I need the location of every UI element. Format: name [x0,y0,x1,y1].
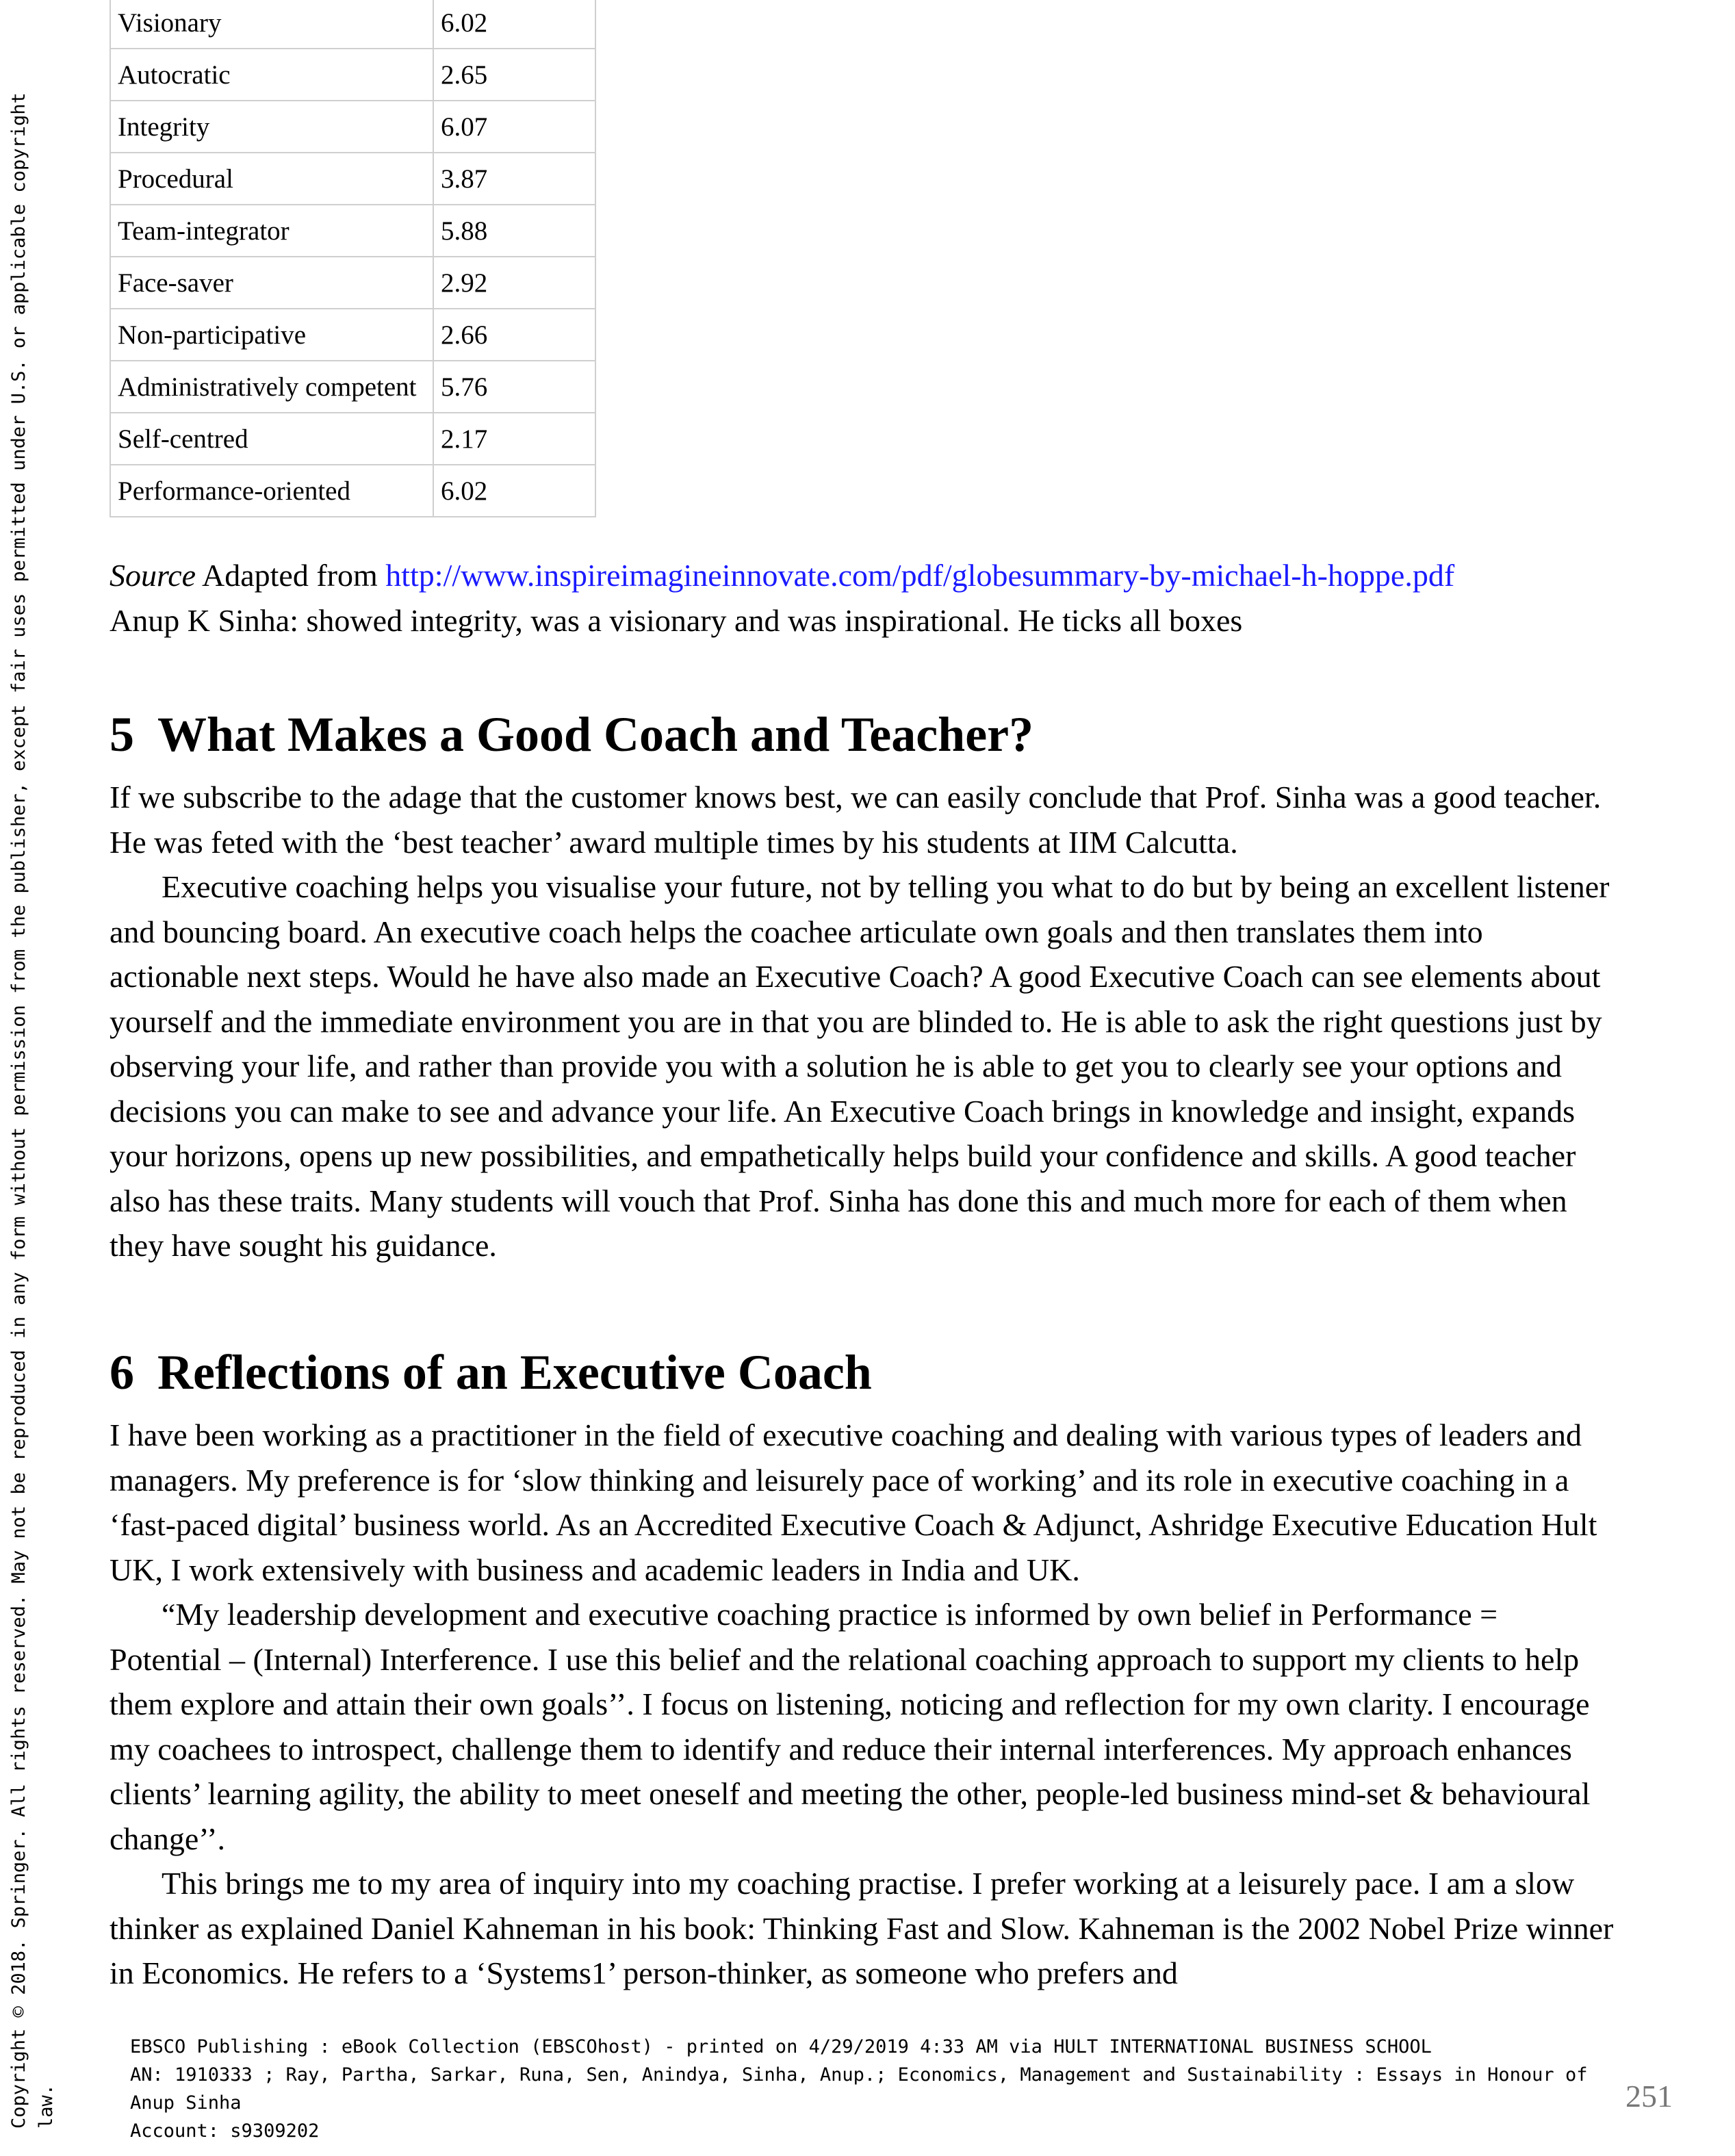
table-row [110,361,595,413]
copyright-line-1: Copyright © 2018. Springer. All rights reserved. May not be reproduced in any form without permission from the publisher, except fair uses permitted under U.S. or applicable copyright [8,92,29,2129]
trait-name-cell: Administratively competent [110,361,433,413]
paragraph: This brings me to my area of inquiry into my coaching practise. I prefer working at a leisurely pace. I am a slow thinker as explained Daniel Kahneman in his book: Thinking Fast and Slow. Kahneman is the 2002 Nobel Prize winner in Economics. He refers to a ‘Systems1’ person-thinker, as someone who prefers and [110,1866,1614,1990]
table-source [110,553,1615,643]
section-5-body [110,775,1615,1268]
copyright-notice [5,41,60,2129]
trait-score-cell: 6.02 [433,0,595,49]
section-6-body [110,1413,1615,1996]
table-row [110,205,595,257]
trait-name-cell: Autocratic [110,49,433,101]
table-row [110,101,595,153]
trait-score-cell: 6.02 [433,465,595,517]
trait-score-cell: 5.76 [433,361,595,413]
section-6-number: 6 [110,1345,134,1400]
paragraph: I have been working as a practitioner in the field of executive coaching and dealing with various types of leaders and managers. My preference is for ‘slow thinking and leisurely pace of working’ and its role in executive coaching in a ‘fast-paced digital’ business world. As an Accredited Executive Coach & Adjunct, Ashridge Executive Education Hult UK, I work extensively with business and academic leaders in India and UK. [110,1417,1597,1587]
section-5-title: What Makes a Good Coach and Teacher? [157,707,1034,762]
trait-name-cell: Face-saver [110,257,433,309]
table-row [110,0,595,49]
table-row [110,49,595,101]
source-link[interactable]: http://www.inspireimagineinnovate.com/pdf/globesummary-by-michael-h-hoppe.pdf [385,558,1455,593]
trait-name-cell: Self-centred [110,413,433,465]
page-number: 251 [1625,2079,1673,2114]
trait-score-cell: 3.87 [433,153,595,205]
footer-line-3: Account: s9309202 [130,2120,320,2142]
footer-line-1: EBSCO Publishing : eBook Collection (EBSCOhost) - printed on 4/29/2019 4:33 AM via HULT INTERNATIONAL BUSINESS SCHOOL [130,2036,1432,2057]
paragraph: Executive coaching helps you visualise your future, not by telling you what to do but by being an excellent listener and bouncing board. An executive coach helps the coachee articulate own goals and then translates them into actionable next steps. Would he have also made an Executive Coach? A good Executive Coach can see elements about yourself and the immediate environment you are in that you are blinded to. He is able to ask the right questions just by observing your life, and rather than provide you with a solution he is able to get you to clearly see your options and decisions you can make to see and advance your life. An Executive Coach brings in knowledge and insight, expands your horizons, opens up new possibilities, and empathetically helps build your confidence and skills. A good teacher also has these traits. Many students will vouch that Prof. Sinha has done this and much more for each of them when they have sought his guidance. [110,869,1610,1263]
section-5-number: 5 [110,707,134,762]
copyright-line-2: law. [36,2083,57,2129]
trait-name-cell: Visionary [110,0,433,49]
trait-name-cell: Performance-oriented [110,465,433,517]
trait-score-cell: 2.66 [433,309,595,361]
table-caption: Anup K Sinha: showed integrity, was a visionary and was inspirational. He ticks all boxes [110,603,1243,638]
trait-name-cell: Procedural [110,153,433,205]
section-6-title: Reflections of an Executive Coach [157,1345,872,1400]
section-5-heading [110,704,1033,765]
source-text: Adapted from [196,558,386,593]
table-row [110,413,595,465]
trait-score-cell: 6.07 [433,101,595,153]
trait-name-cell: Non-participative [110,309,433,361]
trait-score-cell: 2.65 [433,49,595,101]
trait-name-cell: Team-integrator [110,205,433,257]
table-row [110,257,595,309]
trait-score-cell: 2.92 [433,257,595,309]
ebsco-footer [130,2033,1602,2145]
leadership-traits-table [110,0,596,517]
table-row [110,465,595,517]
table-row [110,153,595,205]
paragraph: “My leadership development and executive coaching practice is informed by own belief in Performance = Potential – (Internal) Interference. I use this belief and the relational coaching approach to support my clients to help them explore and attain their own goals’’. I focus on listening, noticing and reflection for my own clarity. I encourage my coachees to introspect, challenge them to identify and reduce their internal interferences. My approach enhances clients’ learning agility, the ability to meet oneself and meeting the other, people-led business mind-set & behavioural change’’. [110,1597,1591,1856]
footer-line-2: AN: 1910333 ; Ray, Partha, Sarkar, Runa, Sen, Anindya, Sinha, Anup.; Economics, Management and Sustainability : Essays in Honour of Anup Sinha [130,2064,1599,2114]
section-6-heading [110,1342,872,1403]
trait-score-cell: 5.88 [433,205,595,257]
trait-name-cell: Integrity [110,101,433,153]
paragraph: If we subscribe to the adage that the customer knows best, we can easily conclude that Prof. Sinha was a good teacher. He was feted with the ‘best teacher’ award multiple times by his students at IIM Calcutta. [110,780,1602,860]
source-label: Source [110,558,196,593]
trait-score-cell: 2.17 [433,413,595,465]
source-line [110,553,1615,598]
table-row [110,309,595,361]
